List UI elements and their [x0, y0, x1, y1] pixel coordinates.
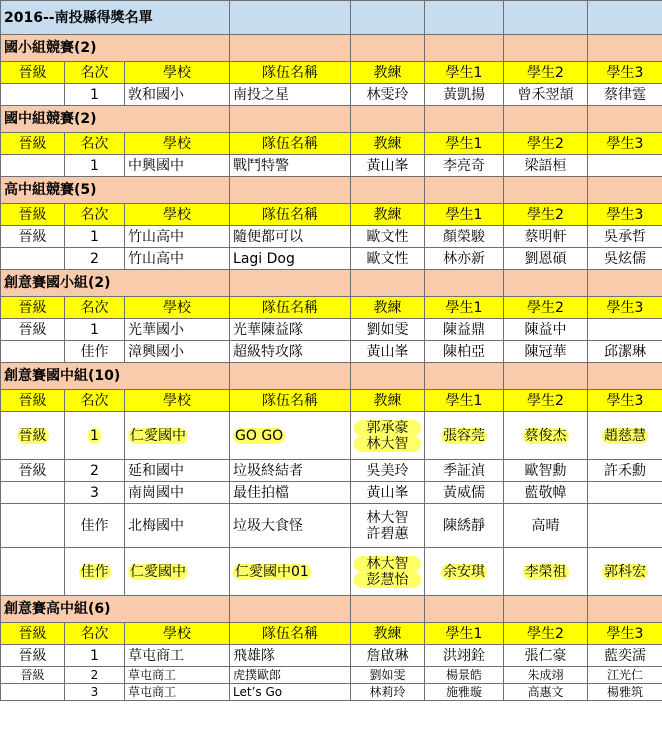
- page-title: 2016--南投縣得獎名單: [1, 1, 230, 35]
- header-advance: 晉級: [1, 390, 65, 412]
- rank-cell: 1: [65, 319, 125, 341]
- team-cell: 隨便都可以: [230, 226, 351, 248]
- highlighted-text: 晉級: [18, 427, 47, 444]
- student2-cell: 蔡明軒: [504, 226, 588, 248]
- team-cell: 虎撲歐郎: [230, 667, 351, 684]
- title-filler: [351, 1, 425, 35]
- student1-cell: 季証湞: [425, 460, 504, 482]
- team-cell: [230, 412, 351, 460]
- student2-cell: 劉恩碩: [504, 248, 588, 270]
- highlighted-text: 李榮祖: [524, 563, 567, 580]
- section-filler: [425, 270, 504, 297]
- header-student1: 學生1: [425, 297, 504, 319]
- section-filler: [588, 177, 662, 204]
- title-filler: [230, 1, 351, 35]
- school-cell: 漳興國小: [125, 341, 230, 363]
- highlighted-text: 趙慈慧: [604, 427, 647, 444]
- table-row: [1, 226, 662, 248]
- team-cell: 南投之星: [230, 84, 351, 106]
- header-student2: 學生2: [504, 623, 588, 645]
- student2-cell: 陳冠華: [504, 341, 588, 363]
- section-title: 高中組競賽(5): [1, 177, 230, 204]
- section-filler: [504, 363, 588, 390]
- school-cell: 草屯商工: [125, 684, 230, 701]
- coach-name: 林大智: [366, 509, 409, 526]
- coach-cell: 歐文性: [351, 226, 425, 248]
- table-row: [1, 84, 662, 106]
- student2-cell: 高晴: [504, 504, 588, 548]
- student1-cell: 陳綉靜: [425, 504, 504, 548]
- section-row: [1, 35, 662, 62]
- section-title: 創意賽高中組(6): [1, 596, 230, 623]
- table-row: [1, 482, 662, 504]
- header-school: 學校: [125, 204, 230, 226]
- advance-cell: [1, 482, 65, 504]
- team-cell: 垃圾大食怪: [230, 504, 351, 548]
- coach-name: 彭慧怡: [354, 572, 421, 588]
- section-filler: [588, 270, 662, 297]
- header-team: 隊伍名稱: [230, 133, 351, 155]
- header-coach: 教練: [351, 62, 425, 84]
- header-student2: 學生2: [504, 62, 588, 84]
- team-cell: [230, 548, 351, 596]
- student3-cell: [588, 412, 662, 460]
- section-filler: [351, 35, 425, 62]
- advance-cell: [1, 248, 65, 270]
- section-filler: [588, 363, 662, 390]
- section-filler: [588, 596, 662, 623]
- student1-cell: 林亦新: [425, 248, 504, 270]
- table-row: [1, 248, 662, 270]
- section-filler: [351, 270, 425, 297]
- header-team: 隊伍名稱: [230, 204, 351, 226]
- student1-cell: 顏榮駿: [425, 226, 504, 248]
- rank-cell: 3: [65, 482, 125, 504]
- school-cell: 竹山高中: [125, 226, 230, 248]
- title-filler: [588, 1, 662, 35]
- coach-cell: 劉如雯: [351, 319, 425, 341]
- school-cell: 延和國中: [125, 460, 230, 482]
- highlighted-text: 郭科宏: [604, 563, 647, 580]
- section-filler: [230, 270, 351, 297]
- student1-cell: 黃威儒: [425, 482, 504, 504]
- section-filler: [425, 363, 504, 390]
- school-cell: 北梅國中: [125, 504, 230, 548]
- header-team: 隊伍名稱: [230, 297, 351, 319]
- header-advance: 晉級: [1, 133, 65, 155]
- advance-cell: [1, 504, 65, 548]
- student2-cell: 朱成翊: [504, 667, 588, 684]
- table-row: [1, 504, 662, 548]
- student2-cell: 陳益中: [504, 319, 588, 341]
- coach-cell: 歐文性: [351, 248, 425, 270]
- coach-cell: [351, 504, 425, 548]
- advance-cell: 晉級: [1, 667, 65, 684]
- section-row: [1, 177, 662, 204]
- header-school: 學校: [125, 133, 230, 155]
- section-filler: [351, 363, 425, 390]
- highlighted-text: 仁愛國中: [130, 427, 186, 444]
- highlighted-text: GO GO: [235, 427, 284, 444]
- rank-cell: 2: [65, 248, 125, 270]
- highlighted-text: 蔡俊杰: [524, 427, 567, 444]
- student2-cell: 高惠文: [504, 684, 588, 701]
- team-cell: 最佳拍檔: [230, 482, 351, 504]
- student3-cell: 江光仁: [588, 667, 662, 684]
- section-title: 創意賽國中組(10): [1, 363, 230, 390]
- header-student1: 學生1: [425, 62, 504, 84]
- coach-cell: 林莉玲: [351, 684, 425, 701]
- advance-cell: [1, 341, 65, 363]
- rank-cell: 佳作: [65, 341, 125, 363]
- school-cell: 敦和國小: [125, 84, 230, 106]
- section-filler: [504, 106, 588, 133]
- header-advance: 晉級: [1, 623, 65, 645]
- school-cell: 光華國小: [125, 319, 230, 341]
- header-student3: 學生3: [588, 297, 662, 319]
- rank-cell: 2: [65, 460, 125, 482]
- student3-cell: 吳炫儒: [588, 248, 662, 270]
- coach-cell: 黃山峯: [351, 155, 425, 177]
- student3-cell: 蔡律霆: [588, 84, 662, 106]
- section-filler: [425, 177, 504, 204]
- highlighted-text: 余安琪: [443, 563, 486, 580]
- student2-cell: 張仁豪: [504, 645, 588, 667]
- coach-cell: 劉如雯: [351, 667, 425, 684]
- student3-cell: 吳承哲: [588, 226, 662, 248]
- school-cell: 草屯商工: [125, 667, 230, 684]
- advance-cell: [1, 84, 65, 106]
- column-header-row: [1, 204, 662, 226]
- section-filler: [230, 106, 351, 133]
- header-coach: 教練: [351, 390, 425, 412]
- student2-cell: 藍敬幃: [504, 482, 588, 504]
- rank-cell: 1: [65, 645, 125, 667]
- coach-cell: 詹啟琳: [351, 645, 425, 667]
- student2-cell: 曾禾翌頡: [504, 84, 588, 106]
- student1-cell: 陳柏亞: [425, 341, 504, 363]
- student1-cell: 楊景皓: [425, 667, 504, 684]
- header-coach: 教練: [351, 297, 425, 319]
- section-row: [1, 363, 662, 390]
- header-rank: 名次: [65, 133, 125, 155]
- header-advance: 晉級: [1, 297, 65, 319]
- advance-cell: 晉級: [1, 460, 65, 482]
- team-cell: Let’s Go: [230, 684, 351, 701]
- header-rank: 名次: [65, 204, 125, 226]
- student3-cell: 許禾勳: [588, 460, 662, 482]
- advance-cell: [1, 684, 65, 701]
- table-row: [1, 645, 662, 667]
- school-cell: 草屯商工: [125, 645, 230, 667]
- header-rank: 名次: [65, 390, 125, 412]
- header-student1: 學生1: [425, 204, 504, 226]
- advance-cell: [1, 412, 65, 460]
- header-student2: 學生2: [504, 133, 588, 155]
- section-filler: [504, 596, 588, 623]
- coach-cell: 吳美玲: [351, 460, 425, 482]
- student1-cell: 黃凱揚: [425, 84, 504, 106]
- coach-cell: 黃山峯: [351, 341, 425, 363]
- student3-cell: [588, 319, 662, 341]
- highlighted-text: 仁愛國中: [130, 563, 186, 580]
- advance-cell: [1, 155, 65, 177]
- header-advance: 晉級: [1, 204, 65, 226]
- highlighted-text: 1: [90, 427, 99, 444]
- student2-cell: 歐智勳: [504, 460, 588, 482]
- highlighted-text: 佳作: [80, 563, 109, 580]
- section-filler: [351, 596, 425, 623]
- advance-cell: 晉級: [1, 319, 65, 341]
- section-filler: [230, 596, 351, 623]
- school-cell: [125, 548, 230, 596]
- section-filler: [425, 106, 504, 133]
- header-student1: 學生1: [425, 390, 504, 412]
- table-row: [1, 460, 662, 482]
- section-filler: [504, 177, 588, 204]
- coach-cell: 黃山峯: [351, 482, 425, 504]
- school-cell: [125, 412, 230, 460]
- student1-cell: [425, 548, 504, 596]
- coach-cell: 林雯玲: [351, 84, 425, 106]
- header-student1: 學生1: [425, 133, 504, 155]
- rank-cell: 佳作: [65, 504, 125, 548]
- school-cell: 中興國中: [125, 155, 230, 177]
- award-table-body: [1, 1, 662, 701]
- header-team: 隊伍名稱: [230, 62, 351, 84]
- header-rank: 名次: [65, 297, 125, 319]
- section-filler: [230, 363, 351, 390]
- table-row: [1, 548, 662, 596]
- header-student2: 學生2: [504, 390, 588, 412]
- section-row: [1, 596, 662, 623]
- rank-cell: 3: [65, 684, 125, 701]
- student2-cell: [504, 548, 588, 596]
- section-filler: [351, 177, 425, 204]
- table-row: [1, 412, 662, 460]
- team-cell: Lagi Dog: [230, 248, 351, 270]
- advance-cell: [1, 548, 65, 596]
- header-student3: 學生3: [588, 62, 662, 84]
- team-cell: 光華陳益隊: [230, 319, 351, 341]
- header-school: 學校: [125, 623, 230, 645]
- table-row: [1, 684, 662, 701]
- header-advance: 晉級: [1, 62, 65, 84]
- student3-cell: 楊雅筑: [588, 684, 662, 701]
- section-title: 創意賽國小組(2): [1, 270, 230, 297]
- column-header-row: [1, 390, 662, 412]
- table-row: [1, 319, 662, 341]
- coach-name: 林大智: [354, 556, 421, 572]
- title-filler: [504, 1, 588, 35]
- coach-name: 林大智: [354, 436, 421, 452]
- rank-cell: [65, 548, 125, 596]
- header-student2: 學生2: [504, 297, 588, 319]
- student3-cell: 藍奕濡: [588, 645, 662, 667]
- column-header-row: [1, 623, 662, 645]
- section-filler: [425, 596, 504, 623]
- header-student1: 學生1: [425, 623, 504, 645]
- column-header-row: [1, 62, 662, 84]
- header-student3: 學生3: [588, 390, 662, 412]
- coach-name: 郭承豪: [354, 420, 421, 436]
- highlighted-text: 仁愛國中01: [235, 563, 309, 580]
- section-filler: [504, 270, 588, 297]
- column-header-row: [1, 297, 662, 319]
- student1-cell: 李亮奇: [425, 155, 504, 177]
- header-coach: 教練: [351, 204, 425, 226]
- header-rank: 名次: [65, 62, 125, 84]
- header-rank: 名次: [65, 623, 125, 645]
- student2-cell: 梁語桓: [504, 155, 588, 177]
- team-cell: 戰鬥特警: [230, 155, 351, 177]
- coach-name: 許碧蕙: [366, 525, 409, 542]
- header-school: 學校: [125, 390, 230, 412]
- section-row: [1, 270, 662, 297]
- header-team: 隊伍名稱: [230, 623, 351, 645]
- rank-cell: 2: [65, 667, 125, 684]
- section-title: 國小組競賽(2): [1, 35, 230, 62]
- section-row: [1, 106, 662, 133]
- student3-cell: [588, 155, 662, 177]
- team-cell: 超級特攻隊: [230, 341, 351, 363]
- header-student3: 學生3: [588, 204, 662, 226]
- header-student3: 學生3: [588, 623, 662, 645]
- school-cell: 竹山高中: [125, 248, 230, 270]
- section-filler: [588, 106, 662, 133]
- rank-cell: 1: [65, 84, 125, 106]
- header-school: 學校: [125, 297, 230, 319]
- advance-cell: 晉級: [1, 645, 65, 667]
- table-row: [1, 667, 662, 684]
- rank-cell: [65, 412, 125, 460]
- table-row: [1, 155, 662, 177]
- section-filler: [230, 35, 351, 62]
- coach-cell: [351, 412, 425, 460]
- student1-cell: 施雅璇: [425, 684, 504, 701]
- section-filler: [425, 35, 504, 62]
- header-team: 隊伍名稱: [230, 390, 351, 412]
- section-filler: [588, 35, 662, 62]
- highlighted-text: 張容莞: [443, 427, 486, 444]
- coach-cell: [351, 548, 425, 596]
- student3-cell: [588, 482, 662, 504]
- rank-cell: 1: [65, 155, 125, 177]
- student3-cell: [588, 548, 662, 596]
- section-filler: [504, 35, 588, 62]
- team-cell: 垃圾終結者: [230, 460, 351, 482]
- student2-cell: [504, 412, 588, 460]
- header-coach: 教練: [351, 623, 425, 645]
- student3-cell: 邱潔琳: [588, 341, 662, 363]
- title-row: [1, 1, 662, 35]
- student1-cell: 陳益鼎: [425, 319, 504, 341]
- section-filler: [230, 177, 351, 204]
- advance-cell: 晉級: [1, 226, 65, 248]
- header-coach: 教練: [351, 133, 425, 155]
- header-student2: 學生2: [504, 204, 588, 226]
- header-student3: 學生3: [588, 133, 662, 155]
- title-filler: [425, 1, 504, 35]
- school-cell: 南崗國中: [125, 482, 230, 504]
- student1-cell: [425, 412, 504, 460]
- table-row: [1, 341, 662, 363]
- section-filler: [351, 106, 425, 133]
- student3-cell: [588, 504, 662, 548]
- rank-cell: 1: [65, 226, 125, 248]
- section-title: 國中組競賽(2): [1, 106, 230, 133]
- column-header-row: [1, 133, 662, 155]
- header-school: 學校: [125, 62, 230, 84]
- student1-cell: 洪翊銓: [425, 645, 504, 667]
- team-cell: 飛雄隊: [230, 645, 351, 667]
